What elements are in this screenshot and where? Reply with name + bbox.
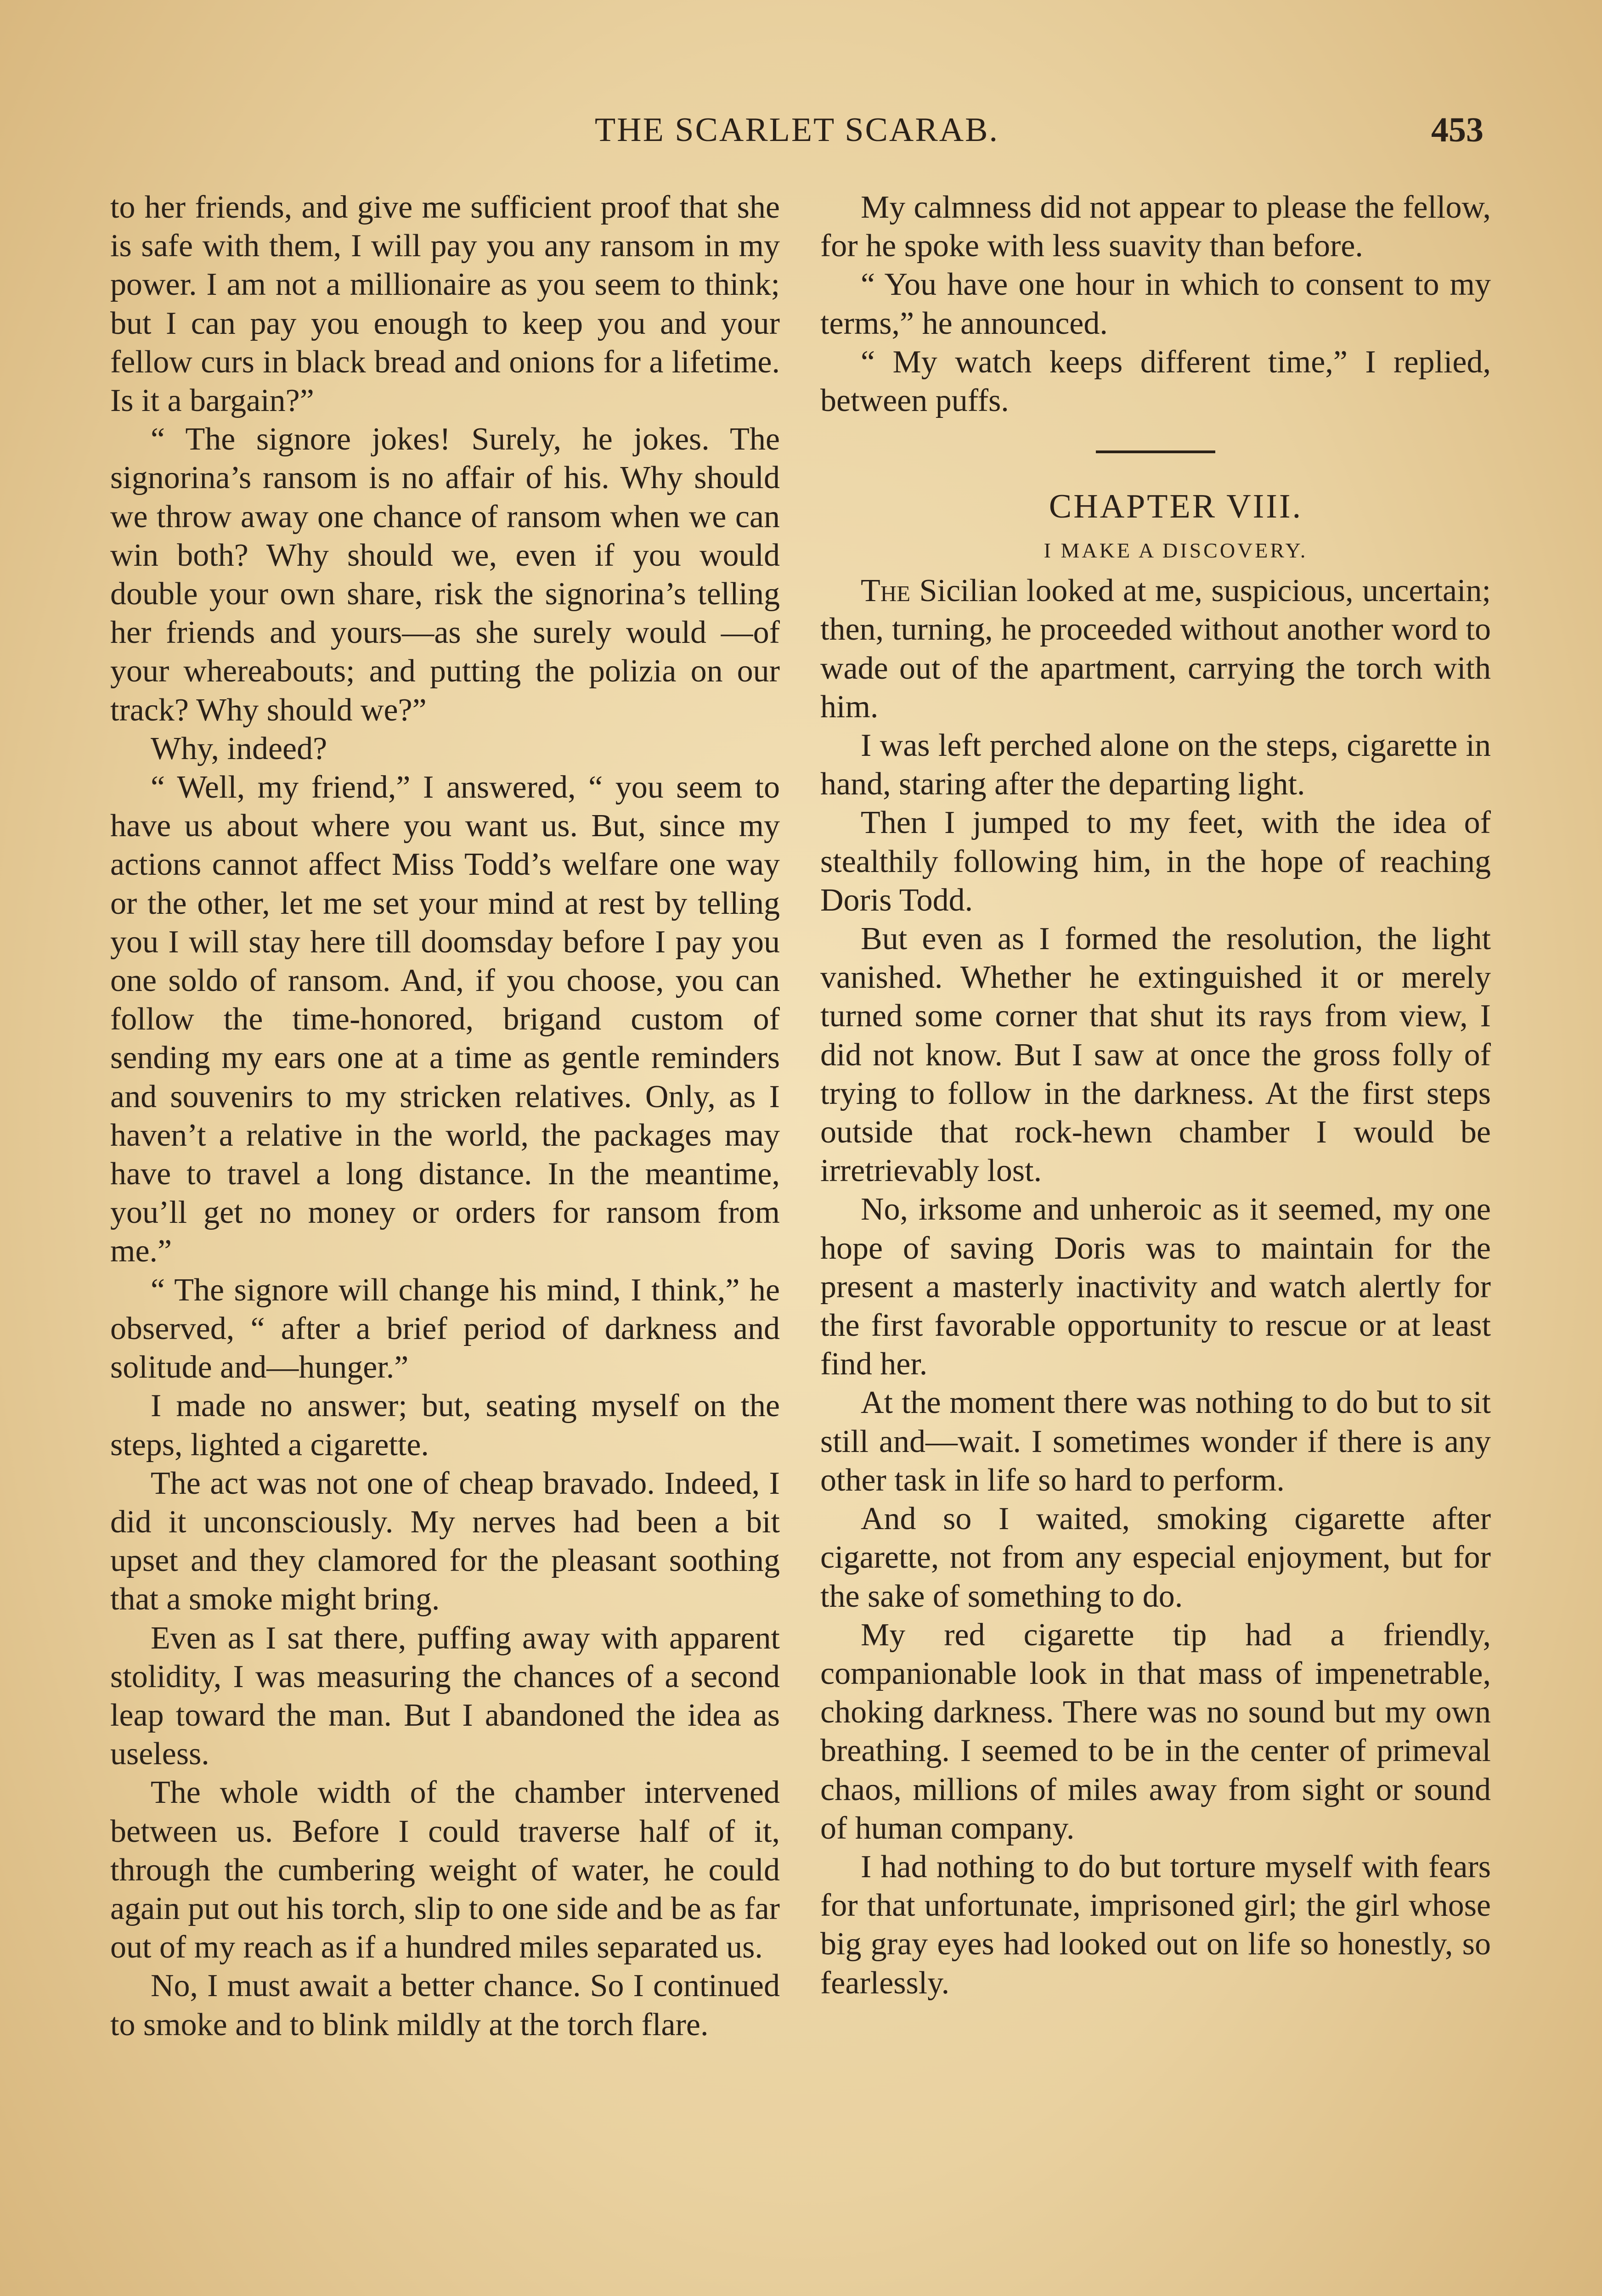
paragraph: to her friends, and give me sufficient proof that she is safe with them, I will pay you any ransom in my power. I am not a millionaire as you seem to think; but I can pay you enough to keep you and your fellow curs in black bread and onions for a lifetime. Is it a bargain?”	[110, 190, 780, 419]
section-divider	[1096, 450, 1215, 453]
paragraph: Why, indeed?	[151, 731, 327, 766]
paragraph: “ Well, my friend,” I answered, “ you seem to have us about where you want us. But, since my actions cannot affect Miss Todd’s welfare one way or the other, let me set your mind at rest by telling you I will stay here till doomsday before I pay you one soldo of ransom. And, if you choose, you can follow the time-honored, brigand custom of sending my ears one at a time as gentle reminders and souvenirs to my stricken relatives. Only, as I haven’t a relative in the world, the packages may have to travel a long distance. In the meantime, you’ll get no money or orders for ransom from me.”	[110, 770, 780, 1269]
chapter-opening-text: Sicilian looked at me, suspicious, uncertain; then, turning, he proceeded without another word to wade out of the apartment, carrying the torch with him.	[820, 573, 1491, 725]
paragraph: “ My watch keeps different time,” I replied, between puffs.	[820, 344, 1491, 419]
page-number: 453	[1431, 111, 1484, 149]
chapter-title: CHAPTER VIII.	[1049, 488, 1303, 526]
paragraph: The act was not one of cheap bravado. Indeed, I did it unconsciously. My nerves had been a bit upset and they clamored for the pleasant soothing that a smoke might bring.	[110, 1465, 780, 1617]
paragraph: No, I must await a better chance. So I continued to smoke and to blink mildly at the torch flare.	[110, 1968, 780, 2043]
paragraph: And so I waited, smoking cigarette after cigarette, not from any especial enjoyment, but for the sake of something to do.	[820, 1501, 1491, 1614]
paragraph: Even as I sat there, puffing away with apparent stolidity, I was measuring the chances of a second leap toward the man. But I abandoned the idea as useless.	[110, 1620, 780, 1772]
paragraph: At the moment there was nothing to do but to sit still and—wait. I sometimes wonder if there is any other task in life so hard to perform.	[820, 1385, 1491, 1498]
page-header	[110, 105, 1484, 155]
paragraph: “ You have one hour in which to consent to my terms,” he announced.	[820, 267, 1491, 341]
right-column	[820, 188, 1491, 2003]
left-column	[110, 188, 780, 2044]
paragraph: Then I jumped to my feet, with the idea of stealthily following him, in the hope of reaching Doris Todd.	[820, 805, 1491, 918]
chapter-first-word: The	[861, 573, 911, 609]
paragraph: My calmness did not appear to please the fellow, for he spoke with less suavity than before.	[820, 190, 1491, 264]
paragraph: No, irksome and unheroic as it seemed, my one hope of saving Doris was to maintain for the present a masterly inactivity and watch alertly for the first favorable opportunity to rescue or at least find her.	[820, 1192, 1491, 1382]
paragraph: I had nothing to do but torture myself with fears for that unfortunate, imprisoned girl; the girl whose big gray eyes had looked out on life so honestly, so fearlessly.	[820, 1849, 1491, 2001]
paragraph: I made no answer; but, seating myself on the steps, lighted a cigarette.	[110, 1388, 780, 1463]
running-title: THE SCARLET SCARAB.	[594, 111, 999, 149]
paragraph: “ The signore jokes! Surely, he jokes. The signorina’s ransom is no affair of his. Why should we throw away one chance of ransom when we can win both? Why should we, even if you would double your own share, risk the signorina’s telling her friends and yours—as she surely would —of your whereabouts; and putting the polizia on our track? Why should we?”	[110, 422, 780, 728]
chapter-opening-paragraph	[820, 572, 1491, 726]
chapter-subtitle: I MAKE A DISCOVERY.	[1044, 539, 1308, 563]
paragraph: The whole width of the chamber intervened between us. Before I could traverse half of it, through the cumbering weight of water, he could again put out his torch, slip to one side and be as far out of my reach as if a hundred miles separated us.	[110, 1775, 780, 1965]
paragraph: My red cigarette tip had a friendly, companionable look in that mass of impenetrable, choking darkness. There was no sound but my own breathing. I seemed to be in the center of primeval chaos, millions of miles away from sight or sound of human company.	[820, 1617, 1491, 1846]
paragraph: But even as I formed the resolution, the light vanished. Whether he extinguished it or merely turned some corner that shut its rays from view, I did not know. But I saw at once the gross folly of trying to follow in the darkness. At the first steps outside that rock-hewn chamber I would be irretrievably lost.	[820, 921, 1491, 1189]
paragraph: “ The signore will change his mind, I think,” he observed, “ after a brief period of darkness and solitude and—hunger.”	[110, 1272, 780, 1385]
paragraph: I was left perched alone on the steps, cigarette in hand, staring after the departing light.	[820, 728, 1491, 802]
